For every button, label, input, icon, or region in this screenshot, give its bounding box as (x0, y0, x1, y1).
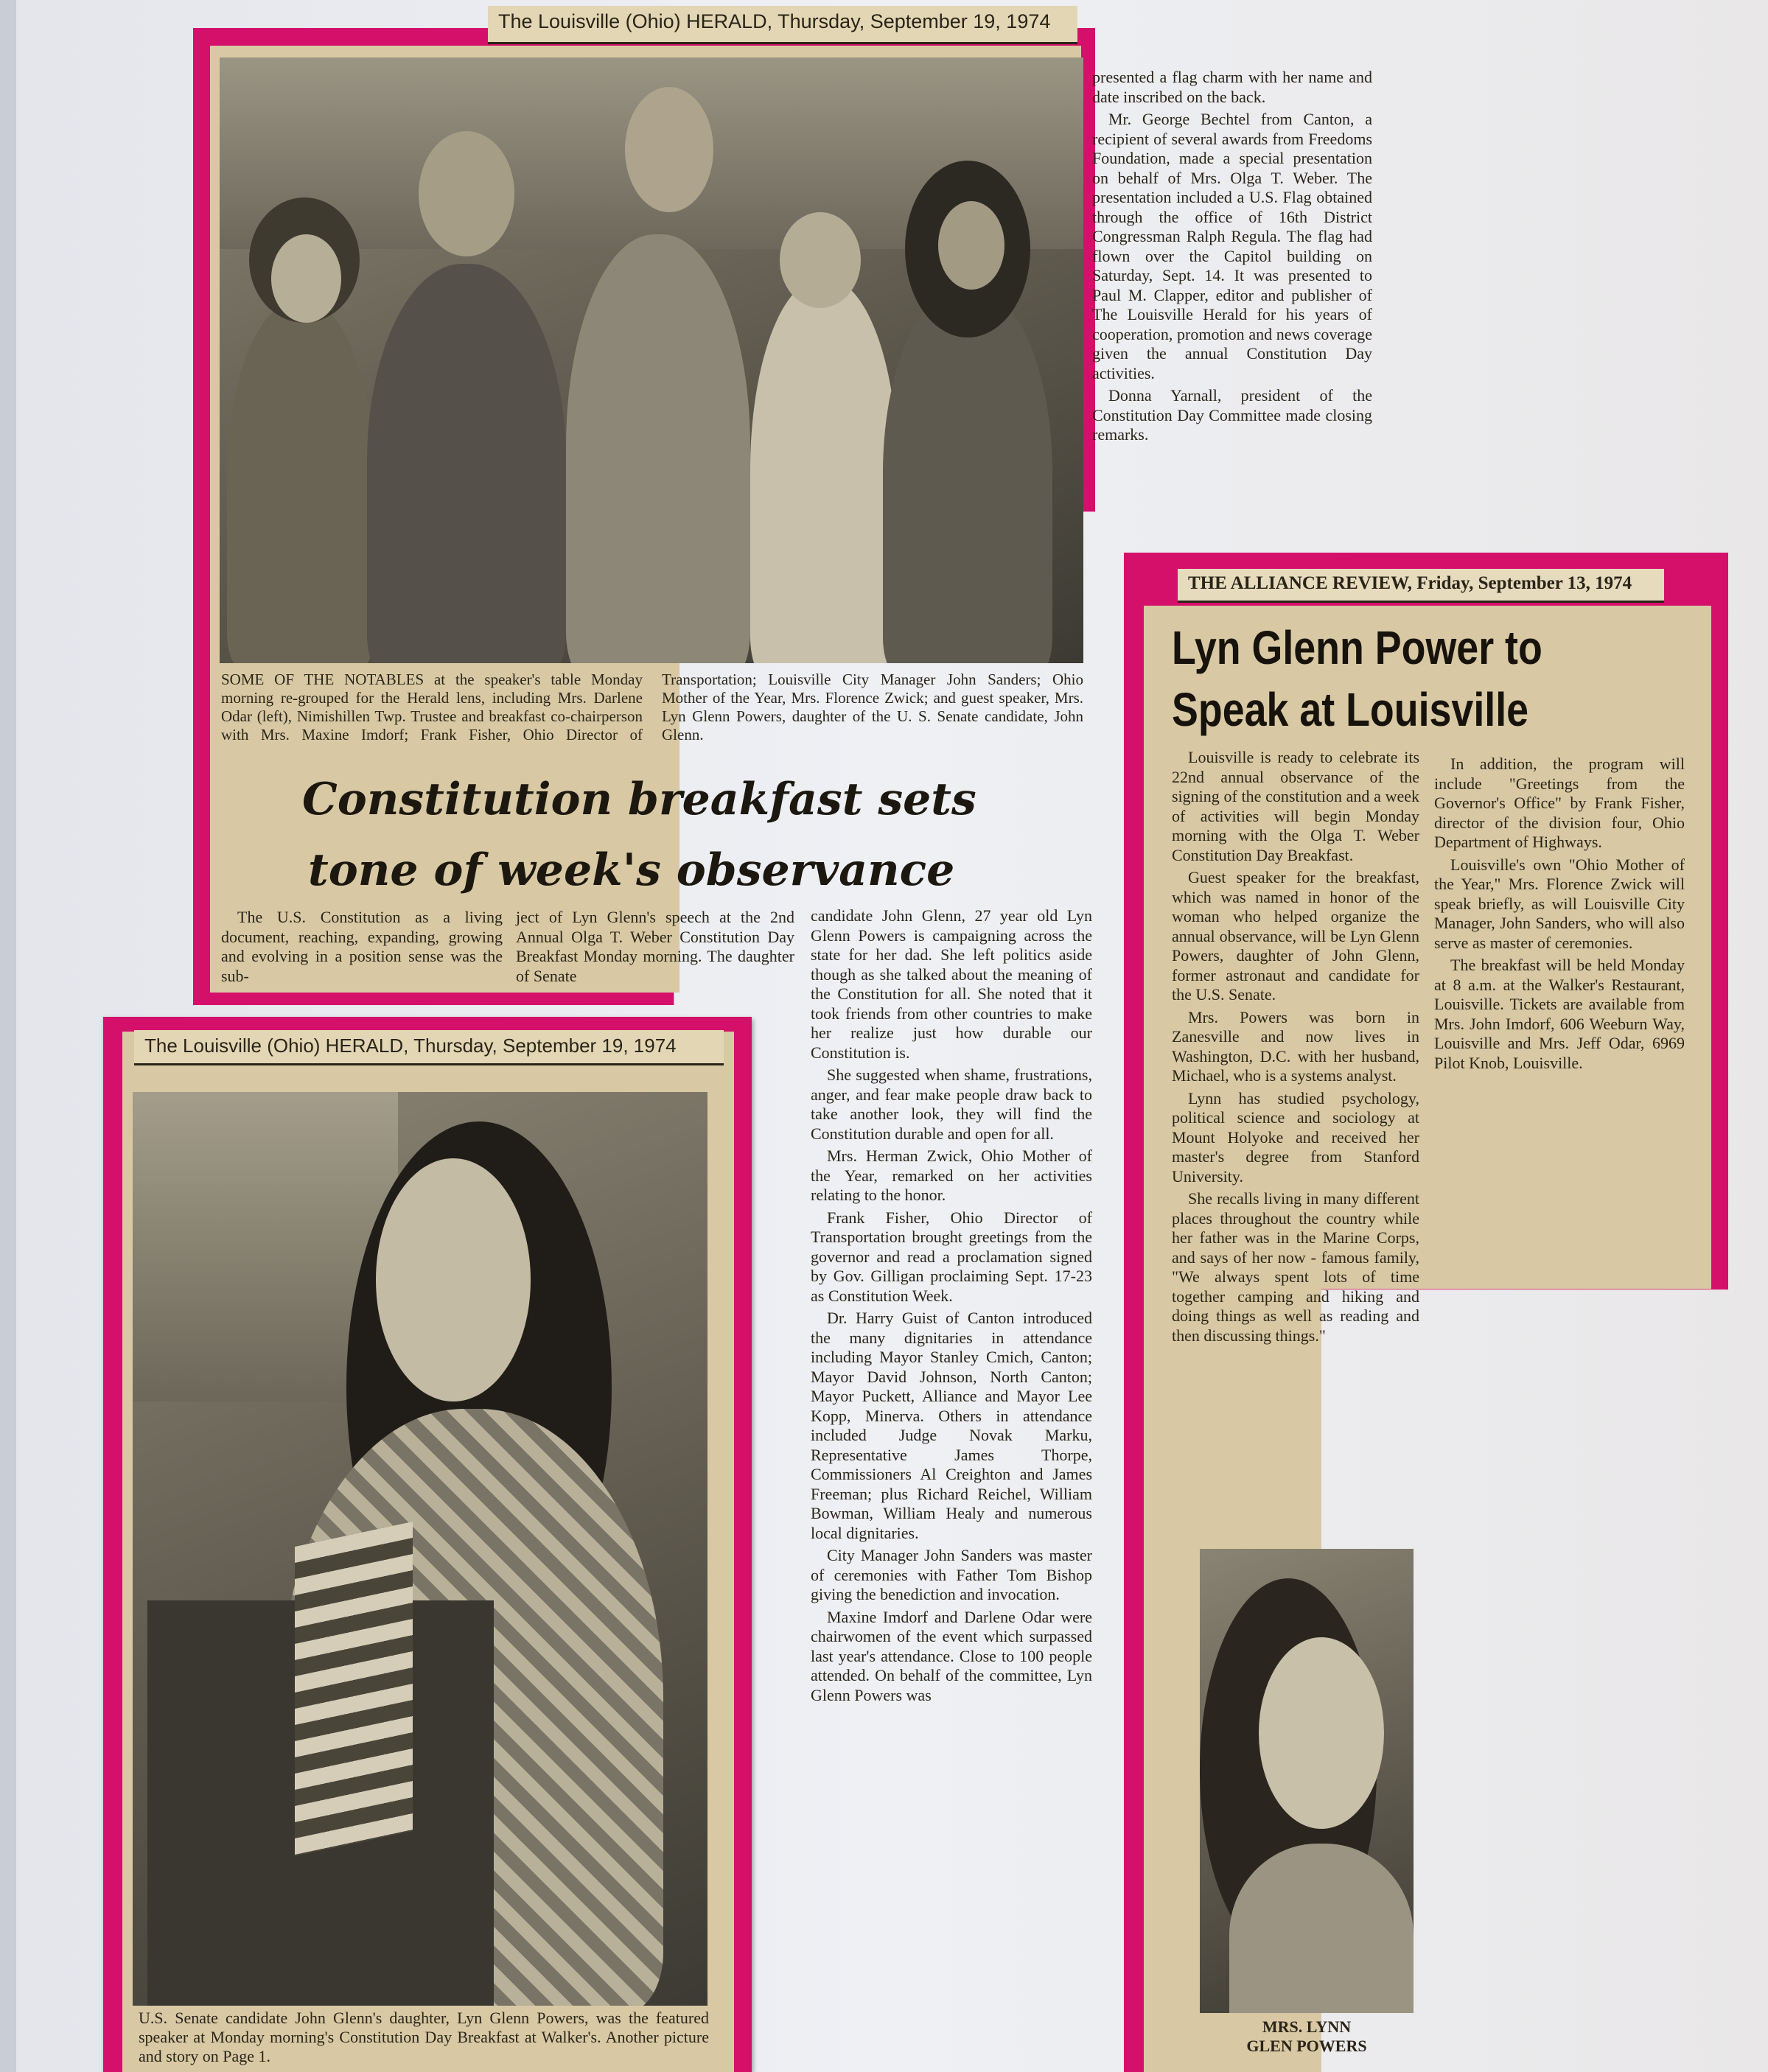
col3-para-3: Mrs. Herman Zwick, Ohio Mother of the Year, remarked on her activities relating to the honor. (811, 1147, 1092, 1204)
col3-para-7: Maxine Imdorf and Darlene Odar were chairwomen of the event which surpassed last year's attendance. Close to 100 people attended. On behalf of the committee, Lyn Glenn Powers was (811, 1607, 1092, 1704)
col3-para-5: Dr. Harry Guist of Canton introduced the many dignitaries in attendance including Mayor Stanley Cmich, Canton; Mayor David Johnson, North Canton; Mayor Puckett, Alliance and Mayor Lee Kopp, Minerva. Others in attendance included Judge Novak Marku, Representative James Thorpe, Commissioners Al Creighton and James Freeman; plus Richard Reichel, William Bowman, William Healy and numerous local dignitaries. (811, 1309, 1092, 1542)
portrait-photo (1200, 1549, 1414, 2013)
clipping-1-headline-line1: Constitution breakfast sets (302, 774, 976, 825)
col3-para-1: candidate John Glenn, 27 year old Lyn Glenn Powers is campaigning across the state for her dad. She left politics aside though as she talked about the meaning of the Constitution for all. She noted that it took friends from other countries to make her realize just how durable our Constitution is. (811, 906, 1092, 1062)
person-2-face (419, 131, 514, 256)
person-5-face (938, 201, 1004, 290)
clipping-1-dateline: The Louisville (Ohio) HERALD, Thursday, September 19, 1974 (488, 6, 1077, 44)
colB-para-2: Louisville's own "Ohio Mother of the Year," Mrs. Florence Zwick will speak briefly, as will Louisville City Manager, John Sanders, who will also serve as master of ceremonies. (1434, 855, 1685, 952)
colA-para-1: Louisville is ready to celebrate its 22nd annual observance of the signing of the constitution and a week of activities will begin Monday morning with the Olga T. Weber Constitution Day Breakfast. (1172, 748, 1419, 864)
clipping-1-column-2-text: ject of Lyn Glenn's speech at the 2nd Annual Olga T. Weber Constitution Day Breakfast Monday morning. The daughter of Senate (516, 908, 794, 985)
col4-para-3: Donna Yarnall, president of the Constitution Day Committee made closing remarks. (1092, 386, 1372, 444)
colA-para-4: Lynn has studied psychology, political science and sociology at Mount Holyoke and received her master's degree from Stanford University. (1172, 1088, 1419, 1186)
clipping-2-dateline: The Louisville (Ohio) HERALD, Thursday, September 19, 1974 (134, 1030, 724, 1065)
person-2 (367, 264, 566, 663)
col4-para-1: presented a flag charm with her name and date inscribed on the back. (1092, 68, 1372, 106)
portrait-shoulders (1229, 1844, 1414, 2013)
portrait-caption-line1: MRS. LYNN (1262, 2017, 1352, 2036)
person-1 (227, 301, 374, 663)
person-1-face (271, 234, 341, 323)
col4-para-2: Mr. George Bechtel from Canton, a recipient of several awards from Freedoms Foundation, made a special presentation on behalf of Mrs. Olga T. Weber. The presentation included a U.S. Flag obtained through the office of 16th District Congressman Ralph Regula. The flag had flown over the Capitol building on Saturday, Sept. 14. It was presented to Paul M. Clapper, editor and publisher of The Louisville Herald for his years of cooperation, promotion and news coverage given the annual Constitution Day activities. (1092, 110, 1372, 382)
person-3-face (625, 87, 713, 212)
clipping-3-column-a (1172, 748, 1419, 1348)
person-5 (883, 286, 1052, 663)
flag (295, 1522, 413, 1856)
clipping-1-column-1 (221, 908, 503, 989)
clipping-3-headline-line2: Speak at Louisville (1172, 683, 1529, 736)
colB-para-1: In addition, the program will include "Greetings from the Governor's Office" by Frank Fisher, director of the division four, Ohio Department of Highways. (1434, 755, 1685, 851)
portrait-face (1259, 1637, 1384, 1829)
clipping-3-column-b (1434, 755, 1685, 1076)
group-photo (220, 57, 1083, 663)
person-4 (750, 279, 898, 663)
group-photo-caption: SOME OF THE NOTABLES at the speaker's table Monday morning re-grouped for the Herald lens, including Mrs. Darlene Odar (left), Nimishillen Twp. Trustee and breakfast co-chairperson with Mrs. Maxine Imdorf; Frank Fisher, Ohio Director of Transportation; Louisville City Manager John Sanders; Ohio Mother of the Year, Mrs. Florence Zwick; and guest speaker, Mrs. Lyn Glenn Powers, daughter of the U. S. Senate candidate, John Glenn. (221, 671, 1083, 743)
clipping-1-column-2 (516, 908, 794, 989)
person-4-face (780, 212, 861, 308)
colA-para-3: Mrs. Powers was born in Zanesville and now lives in Washington, D.C. with her husband, Michael, who is a systems analyst. (1172, 1007, 1419, 1085)
col3-para-4: Frank Fisher, Ohio Director of Transportation brought greetings from the governor and read a proclamation signed by Gov. Gilligan proclaiming Sept. 17-23 as Constitution Week. (811, 1208, 1092, 1305)
binder-edge (0, 0, 16, 2072)
person-3 (566, 234, 750, 663)
portrait-caption-line2: GLEN POWERS (1246, 2037, 1367, 2055)
clipping-1-column-1-text: The U.S. Constitution as a living document, reaching, expanding, growing and evolving in a position sense was the sub- (221, 908, 503, 985)
colB-para-3: The breakfast will be held Monday at 8 a.m. at the Walker's Restaurant, Louisville. Tickets are available from Mrs. John Imdorf, 606 Weeburn Way, Louisville and Mrs. Jeff Odar, 6969 Pilot Knob, Louisville. (1434, 956, 1685, 1072)
speaker-face (376, 1158, 531, 1401)
clipping-1-headline-line2: tone of week's observance (308, 844, 955, 896)
clipping-3-dateline: THE ALLIANCE REVIEW, Friday, September 13, 1974 (1178, 569, 1664, 603)
col3-para-2: She suggested when shame, frustrations, anger, and fear make people draw back to take another look, they will find the Constitution durable and open for all. (811, 1065, 1092, 1143)
clipping-3-headline-line1: Lyn Glenn Power to (1172, 621, 1542, 674)
clipping-1-column-4 (1092, 68, 1372, 448)
colA-para-5: She recalls living in many different places throughout the country while her father was in the Marine Corps, and says of her now - famous family, "We always spent lots of time together camping and hiking and doing things as well as reading and then discussing things." (1172, 1189, 1419, 1345)
speaker-photo-caption: U.S. Senate candidate John Glenn's daughter, Lyn Glenn Powers, was the featured speaker at Monday morning's Constitution Day Breakfast at Walker's. Another picture and story on Page 1. (139, 2009, 709, 2065)
speaker-photo (133, 1092, 707, 2006)
colA-para-2: Guest speaker for the breakfast, which was named in honor of the woman who helped organize the annual observance, will be Lyn Glenn Powers, daughter of John Glenn, former astronaut and candidate for the U.S. Senate. (1172, 868, 1419, 1004)
clipping-1-column-3 (811, 906, 1092, 1708)
col3-para-6: City Manager John Sanders was master of ceremonies with Father Tom Bishop giving the benediction and invocation. (811, 1546, 1092, 1603)
